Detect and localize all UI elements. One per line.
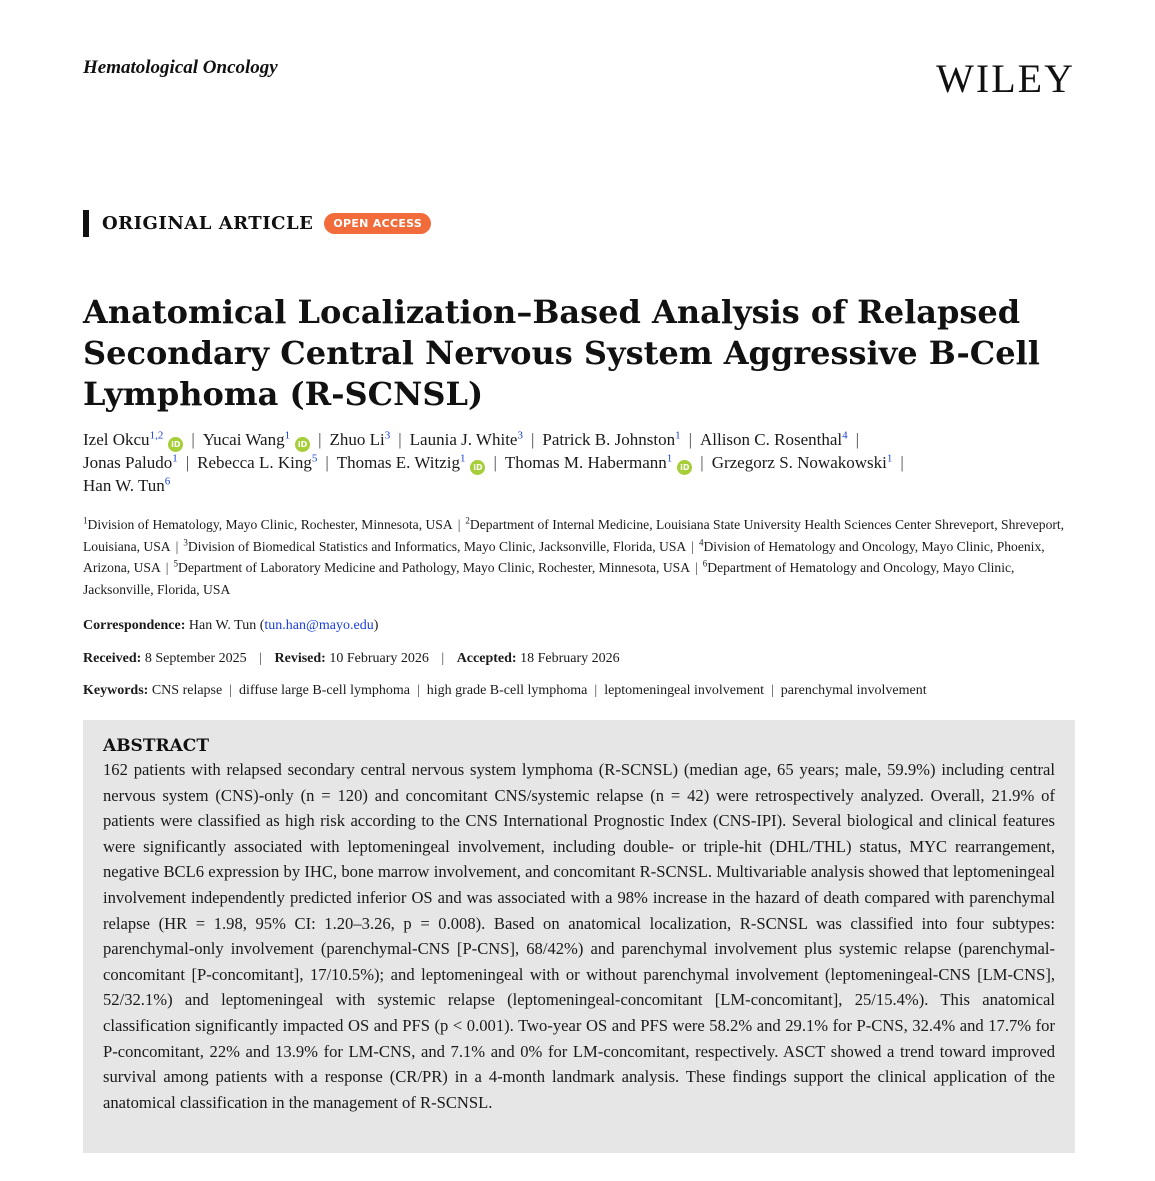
author-separator: | — [185, 453, 190, 472]
author-name: Yucai Wang — [202, 430, 285, 449]
author-affiliation-ref[interactable]: 1 — [886, 452, 893, 465]
keyword: parenchymal involvement — [780, 683, 927, 698]
author-separator: | — [900, 453, 904, 472]
keyword-separator: | — [770, 683, 774, 698]
article-type-label: ORIGINAL ARTICLE — [102, 213, 314, 234]
keyword-separator: | — [594, 683, 598, 698]
orcid-icon[interactable]: iD — [295, 437, 310, 452]
author-affiliation-ref[interactable]: 1 — [284, 429, 291, 442]
affiliation-number: 4 — [698, 536, 704, 547]
author-name: Rebecca L. King — [197, 453, 312, 472]
author-name: Thomas E. Witzig — [336, 453, 460, 472]
author-separator: | — [530, 430, 535, 449]
author — [410, 430, 523, 449]
affiliation — [183, 536, 687, 554]
abstract-text: 162 patients with relapsed secondary central nervous system lymphoma (R-SCNSL) (median age, 65 years; male, 59.9%) including central nervous system (CNS)-only (n = 120) and concomitant CNS/systemic relapse (n = 42) were retrospectively analyzed. Overall, 21.9% of patients were classified as high risk according to the CNS International Prognostic Index (CNS-IPI). Several biological and clinical features were significantly associated with leptomeningeal involvement, including double- or triple-hit (DHL/THL) status, MYC rearrangement, negative BCL6 expression by IHC, bone marrow involvement, and concomitant R-SCNSL. Multivariable analysis showed that leptomeningeal involvement independently predicted inferior OS and was associated with a 98% increase in the hazard of death compared with parenchymal relapse (HR = 1.98, 95% CI: 1.20–3.26, p = 0.008). Based on anatomical localization, R-SCNSL was classified into four subtypes: parenchymal-only involvement (parenchymal-CNS [P-CNS], 68/42%) and parenchymal involvement plus systemic relapse (parenchymal-concomitant [P-concomitant], 17/10.5%); and leptomeningeal with or without parenchymal involvement (leptomeningeal-CNS [LM-CNS], 52/32.1%) and leptomeningeal with systemic relapse (leptomeningeal-concomitant [LM-concomitant], 25/15.4%). This anatomical classification significantly impacted OS and PFS (p < 0.001). Two-year OS and PFS were 58.2% and 29.1% for P-CNS, 32.4% and 17.7% for P-concomitant, 22% and 13.9% for LM-CNS, and 7.1% and 0% for LM-concomitant, respectively. ASCT showed a trend toward improved survival among patients with a response (CR/PR) in a 4-month landmark analysis. These findings support the clinical application of the anatomical classification in the management of R-SCNSL. — [103, 760, 1055, 1112]
affiliation-number: 5 — [173, 558, 179, 569]
affiliation-text: Department of Internal Medicine, Louisiana State University Health Sciences Center Shreveport, Shreveport, Louisiana, USA — [83, 517, 1065, 554]
correspondence-name: Han W. Tun — [188, 618, 257, 633]
dates-line — [83, 651, 620, 667]
journal-name: Hematological Oncology — [83, 57, 278, 78]
keywords-line — [83, 683, 927, 699]
separator: | — [259, 651, 262, 666]
author — [700, 430, 848, 449]
author-affiliation-ref[interactable]: 1 — [459, 452, 466, 465]
author-separator: | — [398, 430, 402, 449]
orcid-icon[interactable]: iD — [168, 437, 183, 452]
affiliation — [83, 517, 453, 532]
author — [197, 453, 317, 472]
author-separator: | — [855, 430, 860, 449]
author-affiliation-ref[interactable]: 5 — [311, 452, 318, 465]
author — [337, 453, 486, 472]
affiliation-number: 3 — [183, 536, 188, 547]
open-access-badge: OPEN ACCESS — [324, 213, 431, 234]
revised-label: Revised: — [274, 651, 326, 666]
author-name: Grzegorz S. Nowakowski — [711, 453, 887, 472]
accepted-date: 18 February 2026 — [520, 651, 620, 666]
wiley-logo: WILEY — [936, 56, 1075, 101]
author — [83, 430, 183, 449]
affiliation-text: Department of Hematology and Oncology, Mayo Clinic, Jacksonville, Florida, USA — [83, 560, 1015, 597]
author — [712, 453, 893, 472]
author-name: Izel Okcu — [83, 430, 150, 449]
article-type-bar — [83, 210, 89, 237]
author — [542, 430, 680, 449]
revised-date: 10 February 2026 — [329, 651, 429, 666]
author — [330, 430, 391, 449]
abstract-box — [83, 720, 1075, 1153]
affiliation-number: 2 — [465, 515, 470, 526]
affiliation-text: Division of Hematology and Oncology, Mayo Clinic, Phoenix, Arizona, USA — [83, 538, 1045, 575]
affiliation — [174, 560, 691, 575]
correspondence-label: Correspondence: — [83, 618, 186, 633]
affiliation-number: 6 — [702, 558, 708, 569]
author-separator: | — [700, 453, 704, 472]
author-separator: | — [318, 430, 322, 449]
affiliation-separator: | — [695, 560, 698, 575]
author-separator: | — [688, 430, 692, 449]
affiliation-list — [83, 514, 1073, 600]
author-list — [83, 429, 1073, 497]
author — [83, 453, 178, 472]
author-name: Zhuo Li — [329, 430, 385, 449]
orcid-icon[interactable]: iD — [470, 460, 485, 475]
affiliation-separator: | — [691, 538, 694, 554]
author-name: Thomas M. Habermann — [504, 453, 667, 472]
keywords-label: Keywords: — [83, 683, 149, 698]
keyword: high grade B-cell lymphoma — [426, 683, 588, 698]
orcid-icon[interactable]: iD — [677, 460, 692, 475]
received-label: Received: — [83, 651, 142, 666]
correspondence-email-link[interactable]: tun.han@mayo.edu — [264, 618, 374, 633]
author-affiliation-ref[interactable]: 1 — [666, 452, 673, 465]
affiliation-text: Department of Laboratory Medicine and Pathology, Mayo Clinic, Rochester, Minnesota, USA — [178, 560, 691, 575]
author-affiliation-ref[interactable]: 1 — [675, 429, 681, 442]
author-affiliation-ref[interactable]: 6 — [164, 475, 171, 488]
author-name: Launia J. White — [409, 430, 518, 449]
keyword: CNS relapse — [151, 683, 223, 698]
affiliation-number: 1 — [83, 515, 88, 526]
author-affiliation-ref[interactable]: 4 — [842, 429, 848, 442]
author-separator: | — [493, 453, 497, 472]
keyword: diffuse large B-cell lymphoma — [239, 683, 410, 698]
keyword-separator: | — [416, 683, 420, 698]
author — [505, 453, 692, 472]
author-name: Allison C. Rosenthal — [699, 430, 843, 449]
affiliation-separator: | — [175, 538, 179, 554]
accepted-label: Accepted: — [456, 651, 517, 666]
author-separator: | — [325, 453, 329, 472]
separator: | — [441, 651, 445, 666]
keyword-separator: | — [229, 683, 233, 698]
article-type-row — [83, 210, 431, 237]
correspondence-line: Correspondence: Han W. Tun (tun.han@mayo.edu) — [83, 618, 379, 633]
abstract-heading: ABSTRACT — [103, 736, 209, 756]
article-title: Anatomical Localization–Based Analysis of Relapsed Secondary Central Nervous System Aggressive B-Cell Lymphoma (R-SCNSL) — [83, 293, 1040, 413]
author-name: Patrick B. Johnston — [542, 430, 676, 449]
author — [83, 476, 170, 495]
received-date: 8 September 2025 — [144, 651, 247, 666]
author-affiliation-ref[interactable]: 3 — [517, 429, 523, 442]
keyword: leptomeningeal involvement — [604, 683, 764, 698]
affiliation-separator: | — [457, 517, 461, 532]
affiliation-text: Division of Hematology, Mayo Clinic, Rochester, Minnesota, USA — [87, 517, 453, 532]
author-affiliation-ref[interactable]: 3 — [384, 429, 391, 442]
author-name: Jonas Paludo — [83, 453, 173, 472]
author-affiliation-ref[interactable]: 1,2 — [149, 429, 164, 442]
author-affiliation-ref[interactable]: 1 — [172, 452, 178, 465]
affiliation-separator: | — [165, 560, 169, 575]
author-name: Han W. Tun — [83, 476, 165, 495]
author — [203, 430, 310, 449]
author-separator: | — [191, 430, 195, 449]
affiliation-text: Division of Biomedical Statistics and Informatics, Mayo Clinic, Jacksonville, Florida, USA — [187, 538, 687, 554]
